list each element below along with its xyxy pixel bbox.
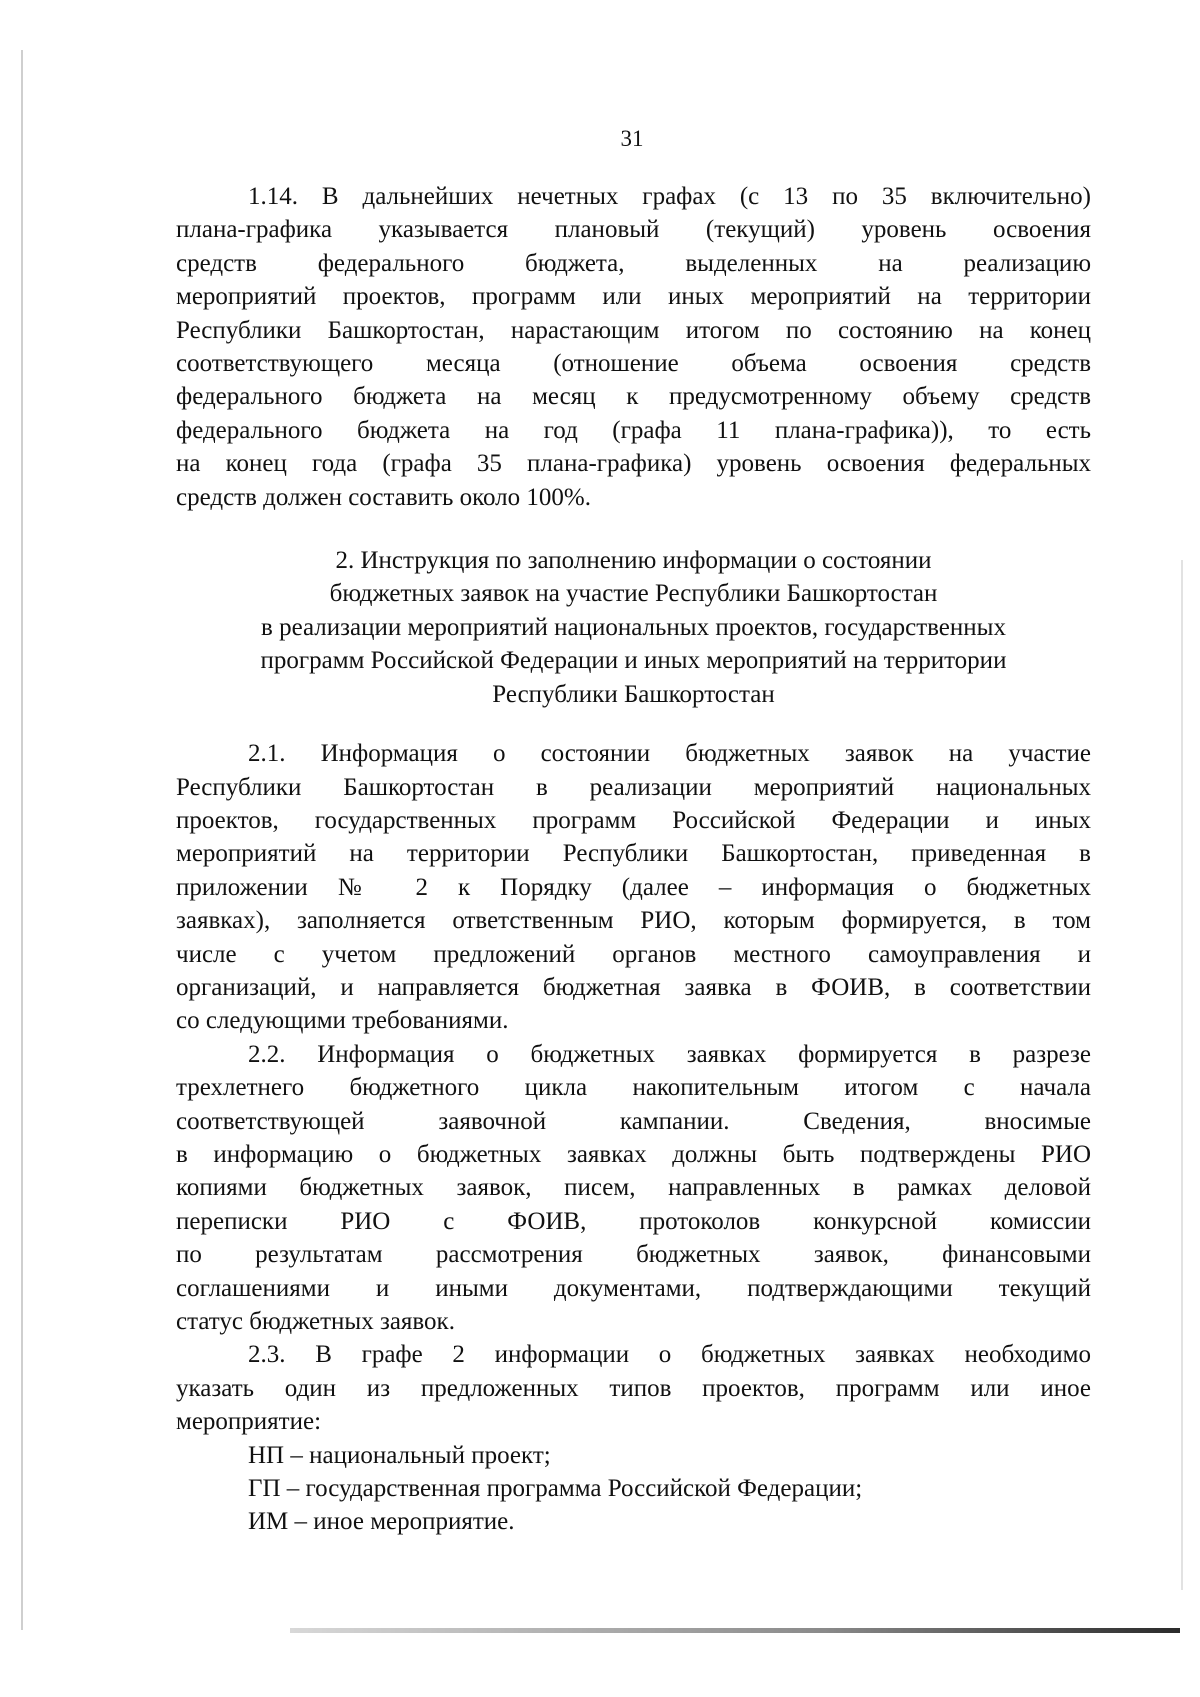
- scan-edge-right: [1181, 560, 1183, 1590]
- text-line: приложении № 2 к Порядку (далее – информация о бюджетных: [176, 873, 1091, 901]
- text-line: со следующими требованиями.: [176, 1007, 509, 1035]
- text-line: плана-графика указывается плановый (текущий) уровень освоения: [176, 216, 1091, 244]
- heading-line: Республики Башкортостан: [492, 680, 775, 708]
- heading-line: в реализации мероприятий национальных проектов, государственных: [261, 613, 1006, 641]
- text-line: числе с учетом предложений органов местного самоуправления и: [176, 940, 1091, 968]
- scan-bottom-line: [290, 1628, 1180, 1633]
- text-line: проектов, государственных программ Российской Федерации и иных: [176, 806, 1091, 834]
- text-line: соответствующей заявочной кампании. Сведения, вносимые: [176, 1107, 1091, 1135]
- text-line: Республики Башкортостан, нарастающим итогом по состоянию на конец: [176, 316, 1091, 344]
- text-line: заявках), заполняется ответственным РИО, которым формируется, в том: [176, 907, 1091, 935]
- text-line: 2.1. Информация о состоянии бюджетных заявок на участие: [248, 740, 1091, 768]
- page-number: 31: [620, 126, 644, 151]
- text-line: мероприятий на территории Республики Башкортостан, приведенная в: [176, 840, 1091, 868]
- paragraph-2-2: [176, 1038, 1091, 1339]
- heading-line: бюджетных заявок на участие Республики Башкортостан: [329, 580, 938, 608]
- text-line: статус бюджетных заявок.: [176, 1308, 455, 1335]
- type-list: [176, 1439, 1091, 1539]
- heading-line: 2. Инструкция по заполнению информации о состоянии: [335, 547, 932, 575]
- text-line: 2.3. В графе 2 информации о бюджетных заявках необходимо: [248, 1341, 1091, 1369]
- text-line: 2.2. Информация о бюджетных заявках формируется в разрезе: [248, 1040, 1091, 1068]
- text-line: организаций, и направляется бюджетная заявка в ФОИВ, в соответствии: [176, 973, 1091, 1001]
- text-line: мероприятие:: [176, 1408, 322, 1436]
- text-line: Республики Башкортостан в реализации мероприятий национальных: [176, 773, 1091, 801]
- text-line: указать один из предложенных типов проектов, программ или иное: [176, 1374, 1091, 1402]
- section-heading-2: [176, 544, 1091, 711]
- text-line: копиями бюджетных заявок, писем, направленных в рамках деловой: [176, 1174, 1091, 1202]
- text-line: федерального бюджета на месяц к предусмотренному объему средств: [176, 383, 1091, 411]
- text-line: трехлетнего бюджетного цикла накопительным итогом с начала: [176, 1074, 1091, 1102]
- list-item-np: НП – национальный проект;: [248, 1441, 551, 1469]
- paragraph-2-1: [176, 737, 1091, 1038]
- text-line: средств должен составить около 100%.: [176, 483, 591, 511]
- text-line: средств федерального бюджета, выделенных на реализацию: [176, 249, 1091, 277]
- scan-edge-left: [21, 50, 23, 1630]
- text-line: переписки РИО с ФОИВ, протоколов конкурсной комиссии: [176, 1207, 1091, 1235]
- text-line: в информацию о бюджетных заявках должны быть подтверждены РИО: [176, 1140, 1091, 1168]
- text-line: федерального бюджета на год (графа 11 плана-графика)), то есть: [176, 416, 1091, 444]
- text-line: по результатам рассмотрения бюджетных заявок, финансовыми: [176, 1241, 1091, 1269]
- document-body: [176, 180, 1091, 1539]
- text-line: соглашениями и иными документами, подтверждающими текущий: [176, 1274, 1091, 1302]
- text-line: 1.14. В дальнейших нечетных графах (с 13 по 35 включительно): [248, 183, 1091, 210]
- paragraph-2-3: [176, 1338, 1091, 1438]
- list-item-gp: ГП – государственная программа Российской Федерации;: [248, 1475, 863, 1503]
- paragraph-1-14: [176, 180, 1091, 514]
- list-item-im: ИМ – иное мероприятие.: [248, 1508, 515, 1536]
- heading-line: программ Российской Федерации и иных мероприятий на территории: [260, 647, 1007, 675]
- text-line: на конец года (графа 35 плана-графика) уровень освоения федеральных: [176, 450, 1091, 478]
- text-line: соответствующего месяца (отношение объема освоения средств: [176, 350, 1091, 378]
- text-line: мероприятий проектов, программ или иных мероприятий на территории: [176, 283, 1091, 311]
